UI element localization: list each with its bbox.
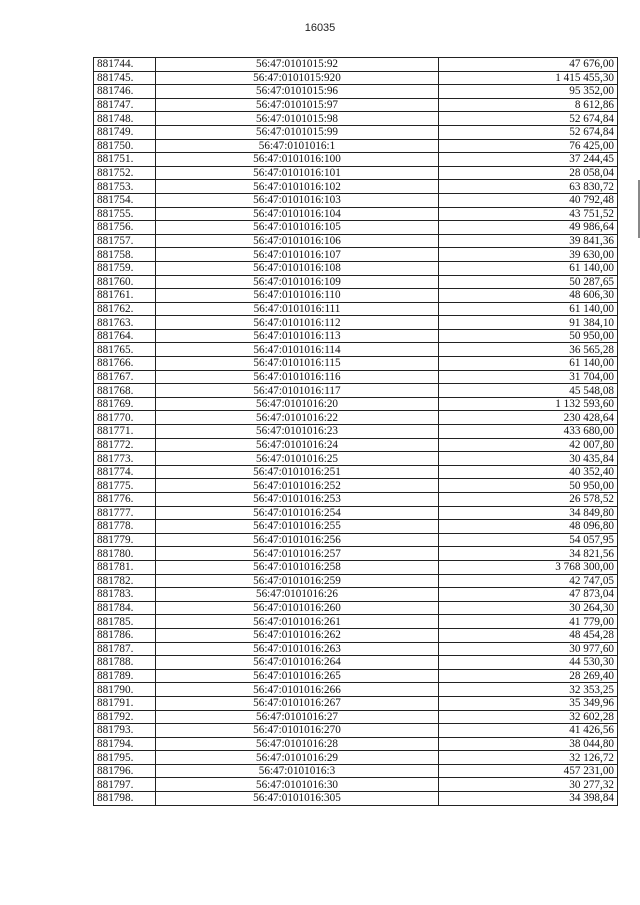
cadastral-number-cell: 56:47:0101016:111 [156, 302, 439, 316]
cadastral-value-cell: 48 606,30 [439, 289, 618, 303]
row-number-cell: 881797. [94, 778, 156, 792]
table-row [94, 166, 618, 180]
row-number-cell: 881765. [94, 343, 156, 357]
cadastral-number-cell: 56:47:0101016:109 [156, 275, 439, 289]
cadastral-number-cell: 56:47:0101016:29 [156, 751, 439, 765]
cadastral-value-cell: 41 426,56 [439, 724, 618, 738]
cadastral-number-cell: 56:47:0101016:1 [156, 139, 439, 153]
row-number-cell: 881752. [94, 166, 156, 180]
table-row [94, 180, 618, 194]
cadastral-value-cell: 49 986,64 [439, 221, 618, 235]
row-number-cell: 881758. [94, 248, 156, 262]
row-number-cell: 881786. [94, 628, 156, 642]
row-number-cell: 881772. [94, 438, 156, 452]
cadastral-value-cell: 3 768 300,00 [439, 560, 618, 574]
table-row [94, 234, 618, 248]
row-number-cell: 881766. [94, 357, 156, 371]
cadastral-value-cell: 32 602,28 [439, 710, 618, 724]
cadastral-value-cell: 44 530,30 [439, 656, 618, 670]
cadastral-number-cell: 56:47:0101016:20 [156, 397, 439, 411]
cadastral-value-cell: 8 612,86 [439, 98, 618, 112]
page-number: 16035 [304, 22, 336, 34]
cadastral-value-cell: 26 578,52 [439, 493, 618, 507]
table-row [94, 751, 618, 765]
table-row [94, 98, 618, 112]
table-row [94, 289, 618, 303]
cadastral-value-cell: 43 751,52 [439, 207, 618, 221]
cadastral-value-cell: 61 140,00 [439, 261, 618, 275]
row-number-cell: 881791. [94, 696, 156, 710]
table-row [94, 302, 618, 316]
cadastral-number-cell: 56:47:0101016:256 [156, 533, 439, 547]
cadastral-number-cell: 56:47:0101016:263 [156, 642, 439, 656]
cadastral-number-cell: 56:47:0101016:257 [156, 547, 439, 561]
cadastral-number-cell: 56:47:0101016:261 [156, 615, 439, 629]
row-number-cell: 881777. [94, 506, 156, 520]
cadastral-value-cell: 42 007,80 [439, 438, 618, 452]
table-row [94, 479, 618, 493]
cadastral-number-cell: 56:47:0101015:99 [156, 125, 439, 139]
cadastral-number-cell: 56:47:0101016:110 [156, 289, 439, 303]
cadastral-number-cell: 56:47:0101016:266 [156, 683, 439, 697]
row-number-cell: 881745. [94, 71, 156, 85]
cadastral-value-cell: 45 548,08 [439, 384, 618, 398]
cadastral-value-cell: 50 287,65 [439, 275, 618, 289]
row-number-cell: 881790. [94, 683, 156, 697]
table-row [94, 533, 618, 547]
table-row [94, 574, 618, 588]
table-row [94, 452, 618, 466]
table-row [94, 615, 618, 629]
cadastral-number-cell: 56:47:0101016:30 [156, 778, 439, 792]
cadastral-number-cell: 56:47:0101016:112 [156, 316, 439, 330]
table-row [94, 601, 618, 615]
row-number-cell: 881769. [94, 397, 156, 411]
table-row [94, 520, 618, 534]
row-number-cell: 881784. [94, 601, 156, 615]
table-row [94, 207, 618, 221]
cadastral-value-cell: 40 792,48 [439, 193, 618, 207]
table-row [94, 493, 618, 507]
table-row [94, 737, 618, 751]
row-number-cell: 881787. [94, 642, 156, 656]
table-row [94, 139, 618, 153]
row-number-cell: 881782. [94, 574, 156, 588]
row-number-cell: 881767. [94, 370, 156, 384]
row-number-cell: 881753. [94, 180, 156, 194]
cadastral-value-table [93, 57, 618, 806]
cadastral-value-cell: 95 352,00 [439, 85, 618, 99]
row-number-cell: 881773. [94, 452, 156, 466]
row-number-cell: 881788. [94, 656, 156, 670]
table-row [94, 506, 618, 520]
cadastral-value-cell: 48 454,28 [439, 628, 618, 642]
row-number-cell: 881781. [94, 560, 156, 574]
cadastral-number-cell: 56:47:0101016:3 [156, 764, 439, 778]
table-row [94, 343, 618, 357]
cadastral-number-cell: 56:47:0101016:265 [156, 669, 439, 683]
cadastral-value-cell: 37 244,45 [439, 153, 618, 167]
cadastral-value-cell: 76 425,00 [439, 139, 618, 153]
cadastral-value-cell: 47 873,04 [439, 588, 618, 602]
cadastral-value-cell: 39 841,36 [439, 234, 618, 248]
table-row [94, 261, 618, 275]
cadastral-value-cell: 34 849,80 [439, 506, 618, 520]
cadastral-number-cell: 56:47:0101016:117 [156, 384, 439, 398]
table-row [94, 560, 618, 574]
row-number-cell: 881770. [94, 411, 156, 425]
table-row [94, 588, 618, 602]
row-number-cell: 881780. [94, 547, 156, 561]
cadastral-number-cell: 56:47:0101016:28 [156, 737, 439, 751]
cadastral-number-cell: 56:47:0101015:97 [156, 98, 439, 112]
table-row [94, 193, 618, 207]
cadastral-value-cell: 52 674,84 [439, 112, 618, 126]
table-row [94, 153, 618, 167]
cadastral-value-cell: 1 132 593,60 [439, 397, 618, 411]
row-number-cell: 881760. [94, 275, 156, 289]
cadastral-value-cell: 52 674,84 [439, 125, 618, 139]
cadastral-number-cell: 56:47:0101016:106 [156, 234, 439, 248]
cadastral-number-cell: 56:47:0101016:305 [156, 792, 439, 806]
cadastral-value-cell: 1 415 455,30 [439, 71, 618, 85]
cadastral-number-cell: 56:47:0101016:267 [156, 696, 439, 710]
row-number-cell: 881792. [94, 710, 156, 724]
row-number-cell: 881751. [94, 153, 156, 167]
cadastral-number-cell: 56:47:0101016:264 [156, 656, 439, 670]
cadastral-number-cell: 56:47:0101016:27 [156, 710, 439, 724]
row-number-cell: 881779. [94, 533, 156, 547]
row-number-cell: 881747. [94, 98, 156, 112]
table-row [94, 438, 618, 452]
cadastral-value-cell: 32 353,25 [439, 683, 618, 697]
table-row [94, 370, 618, 384]
cadastral-value-cell: 47 676,00 [439, 58, 618, 72]
table-row [94, 248, 618, 262]
row-number-cell: 881762. [94, 302, 156, 316]
cadastral-number-cell: 56:47:0101016:25 [156, 452, 439, 466]
table-row [94, 411, 618, 425]
cadastral-value-cell: 36 565,28 [439, 343, 618, 357]
row-number-cell: 881744. [94, 58, 156, 72]
row-number-cell: 881749. [94, 125, 156, 139]
table-row [94, 628, 618, 642]
table-row [94, 764, 618, 778]
row-number-cell: 881785. [94, 615, 156, 629]
cadastral-value-cell: 63 830,72 [439, 180, 618, 194]
cadastral-number-cell: 56:47:0101016:102 [156, 180, 439, 194]
cadastral-number-cell: 56:47:0101016:24 [156, 438, 439, 452]
cadastral-number-cell: 56:47:0101016:259 [156, 574, 439, 588]
cadastral-value-cell: 230 428,64 [439, 411, 618, 425]
cadastral-number-cell: 56:47:0101016:108 [156, 261, 439, 275]
cadastral-number-cell: 56:47:0101016:113 [156, 329, 439, 343]
row-number-cell: 881757. [94, 234, 156, 248]
cadastral-value-cell: 48 096,80 [439, 520, 618, 534]
cadastral-number-cell: 56:47:0101016:270 [156, 724, 439, 738]
cadastral-number-cell: 56:47:0101016:107 [156, 248, 439, 262]
table-row [94, 710, 618, 724]
table-row [94, 792, 618, 806]
row-number-cell: 881754. [94, 193, 156, 207]
table-row [94, 125, 618, 139]
table-row [94, 778, 618, 792]
row-number-cell: 881774. [94, 465, 156, 479]
row-number-cell: 881761. [94, 289, 156, 303]
cadastral-number-cell: 56:47:0101016:103 [156, 193, 439, 207]
cadastral-value-cell: 61 140,00 [439, 357, 618, 371]
row-number-cell: 881755. [94, 207, 156, 221]
cadastral-value-cell: 433 680,00 [439, 425, 618, 439]
cadastral-number-cell: 56:47:0101016:100 [156, 153, 439, 167]
row-number-cell: 881775. [94, 479, 156, 493]
cadastral-value-cell: 41 779,00 [439, 615, 618, 629]
cadastral-value-cell: 31 704,00 [439, 370, 618, 384]
cadastral-value-cell: 34 398,84 [439, 792, 618, 806]
cadastral-value-cell: 38 044,80 [439, 737, 618, 751]
cadastral-value-cell: 42 747,05 [439, 574, 618, 588]
table-row [94, 683, 618, 697]
cadastral-number-cell: 56:47:0101015:96 [156, 85, 439, 99]
cadastral-value-cell: 30 277,32 [439, 778, 618, 792]
cadastral-value-cell: 30 977,60 [439, 642, 618, 656]
cadastral-number-cell: 56:47:0101016:252 [156, 479, 439, 493]
cadastral-value-cell: 54 057,95 [439, 533, 618, 547]
cadastral-value-cell: 32 126,72 [439, 751, 618, 765]
row-number-cell: 881764. [94, 329, 156, 343]
row-number-cell: 881771. [94, 425, 156, 439]
cadastral-value-cell: 30 435,84 [439, 452, 618, 466]
cadastral-value-cell: 61 140,00 [439, 302, 618, 316]
cadastral-number-cell: 56:47:0101015:920 [156, 71, 439, 85]
row-number-cell: 881763. [94, 316, 156, 330]
row-number-cell: 881795. [94, 751, 156, 765]
cadastral-number-cell: 56:47:0101016:253 [156, 493, 439, 507]
row-number-cell: 881768. [94, 384, 156, 398]
cadastral-value-cell: 40 352,40 [439, 465, 618, 479]
table-row [94, 642, 618, 656]
table-row [94, 425, 618, 439]
cadastral-number-cell: 56:47:0101015:92 [156, 58, 439, 72]
row-number-cell: 881746. [94, 85, 156, 99]
table-row [94, 724, 618, 738]
row-number-cell: 881793. [94, 724, 156, 738]
cadastral-number-cell: 56:47:0101016:26 [156, 588, 439, 602]
row-number-cell: 881759. [94, 261, 156, 275]
cadastral-value-cell: 28 058,04 [439, 166, 618, 180]
row-number-cell: 881796. [94, 764, 156, 778]
row-number-cell: 881783. [94, 588, 156, 602]
table-row [94, 696, 618, 710]
row-number-cell: 881748. [94, 112, 156, 126]
table-row [94, 465, 618, 479]
cadastral-number-cell: 56:47:0101016:115 [156, 357, 439, 371]
cadastral-number-cell: 56:47:0101016:104 [156, 207, 439, 221]
cadastral-number-cell: 56:47:0101016:23 [156, 425, 439, 439]
cadastral-number-cell: 56:47:0101016:260 [156, 601, 439, 615]
table-row [94, 384, 618, 398]
cadastral-number-cell: 56:47:0101016:262 [156, 628, 439, 642]
row-number-cell: 881776. [94, 493, 156, 507]
table-row [94, 71, 618, 85]
table-row [94, 329, 618, 343]
table-row [94, 85, 618, 99]
cadastral-value-cell: 39 630,00 [439, 248, 618, 262]
cadastral-number-cell: 56:47:0101015:98 [156, 112, 439, 126]
table-row [94, 397, 618, 411]
cadastral-value-cell: 34 821,56 [439, 547, 618, 561]
row-number-cell: 881794. [94, 737, 156, 751]
cadastral-value-cell: 35 349,96 [439, 696, 618, 710]
cadastral-value-cell: 28 269,40 [439, 669, 618, 683]
cadastral-number-cell: 56:47:0101016:22 [156, 411, 439, 425]
table-body [94, 58, 618, 806]
row-number-cell: 881778. [94, 520, 156, 534]
cadastral-value-cell: 91 384,10 [439, 316, 618, 330]
row-number-cell: 881750. [94, 139, 156, 153]
cadastral-value-cell: 457 231,00 [439, 764, 618, 778]
cadastral-number-cell: 56:47:0101016:116 [156, 370, 439, 384]
cadastral-number-cell: 56:47:0101016:251 [156, 465, 439, 479]
table-row [94, 357, 618, 371]
table-row [94, 656, 618, 670]
table-row [94, 316, 618, 330]
cadastral-value-cell: 50 950,00 [439, 479, 618, 493]
table-row [94, 221, 618, 235]
cadastral-number-cell: 56:47:0101016:254 [156, 506, 439, 520]
cadastral-number-cell: 56:47:0101016:255 [156, 520, 439, 534]
cadastral-number-cell: 56:47:0101016:101 [156, 166, 439, 180]
table-row [94, 547, 618, 561]
cadastral-number-cell: 56:47:0101016:258 [156, 560, 439, 574]
row-number-cell: 881756. [94, 221, 156, 235]
table-row [94, 275, 618, 289]
table-row [94, 112, 618, 126]
cadastral-value-cell: 50 950,00 [439, 329, 618, 343]
row-number-cell: 881798. [94, 792, 156, 806]
table-row [94, 58, 618, 72]
cadastral-number-cell: 56:47:0101016:114 [156, 343, 439, 357]
cadastral-value-cell: 30 264,30 [439, 601, 618, 615]
cadastral-number-cell: 56:47:0101016:105 [156, 221, 439, 235]
row-number-cell: 881789. [94, 669, 156, 683]
table-row [94, 669, 618, 683]
